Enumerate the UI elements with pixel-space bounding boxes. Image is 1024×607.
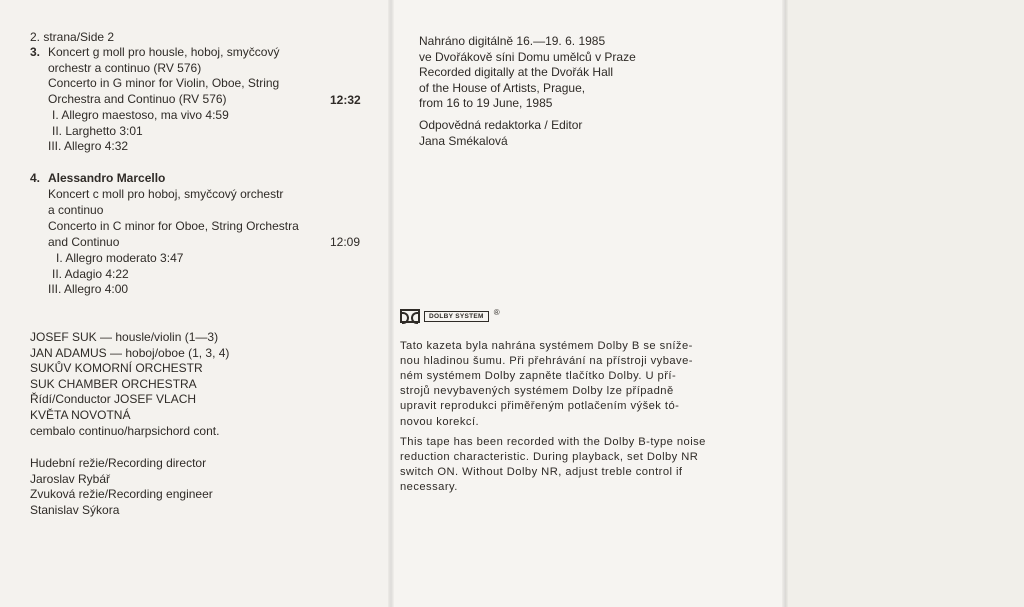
dolby-logo [400, 306, 500, 326]
performer-line: JAN ADAMUS — hoboj/oboe (1, 3, 4) [30, 345, 230, 360]
track-number: 4. [30, 171, 41, 185]
credit-line: Hudební režie/Recording director [30, 456, 207, 470]
recording-line: Nahráno digitálně 16.—19. 6. 1985 [419, 34, 606, 48]
dolby-double-d-icon [400, 309, 420, 323]
credit-line: Stanislav Sýkora [30, 502, 120, 517]
title-line: Concerto in C minor for Oboe, String Orchestra [48, 219, 299, 233]
title-line: and Continuo [48, 235, 120, 249]
note-line: strojů nevybavených systémem Dolby lze případně [400, 385, 674, 398]
title-line: Koncert g moll pro housle, hoboj, smyčcový [48, 45, 280, 59]
movement: III. Allegro 4:32 [48, 139, 129, 154]
fold-line [388, 0, 394, 607]
recording-line: from 16 to 19 June, 1985 [419, 96, 553, 111]
movement: I. Allegro moderato 3:47 [56, 251, 184, 265]
performer-line: SUK CHAMBER ORCHESTRA [30, 376, 197, 391]
performer-line: cembalo continuo/harpsichord cont. [30, 423, 220, 438]
movement: I. Allegro maestoso, ma vivo 4:59 [52, 108, 229, 122]
movement: III. Allegro 4:00 [48, 282, 129, 297]
performer-line: SUKŮV KOMORNÍ ORCHESTR [30, 361, 203, 376]
performer-line: JOSEF SUK — housle/violin (1—3) [30, 330, 219, 344]
credit-line: Zvuková režie/Recording engineer [30, 487, 213, 502]
credit-line: Jaroslav Rybář [30, 471, 111, 486]
movement: II. Adagio 4:22 [52, 266, 129, 281]
track-duration: 12:32 [330, 93, 361, 107]
dolby-system-label: DOLBY SYSTEM [424, 311, 489, 322]
note-line: nou hladinou šumu. Při přehrávání na přístroji vybave- [400, 355, 693, 368]
composer: Alessandro Marcello [48, 171, 166, 185]
editor-line: Odpovědná redaktorka / Editor [419, 118, 583, 132]
title-line: Orchestra and Continuo (RV 576) [48, 91, 227, 106]
note-line: reduction characteristic. During playback, set Dolby NR [400, 451, 699, 464]
track-number: 3. [30, 45, 41, 59]
note-line: This tape has been recorded with the Dolby B-type noise [400, 436, 706, 448]
movement: II. Larghetto 3:01 [52, 123, 143, 138]
editor-line: Jana Smékalová [419, 133, 508, 148]
note-line: novou korekcí. [400, 415, 480, 428]
right-panel [785, 0, 1024, 607]
recording-line: Recorded digitally at the Dvořák Hall [419, 65, 614, 80]
note-line: necessary. [400, 481, 458, 494]
title-line: Concerto in G minor for Violin, Oboe, String [48, 76, 280, 91]
title-line: Koncert c moll pro hoboj, smyčcový orchestr [48, 187, 284, 201]
track-duration: 12:09 [330, 235, 361, 249]
registered-mark: ® [493, 307, 500, 317]
fold-line [782, 0, 788, 607]
side-label: 2. strana/Side 2 [30, 30, 115, 44]
note-line: ném systémem Dolby zapněte tlačítko Dolby. U pří- [400, 370, 677, 383]
recording-line: of the House of Artists, Prague, [419, 80, 586, 95]
note-line: Tato kazeta byla nahrána systémem Dolby B se sníže- [400, 340, 693, 352]
recording-line: ve Dvořákově síni Domu umělců v Praze [419, 49, 636, 64]
title-line: orchestr a continuo (RV 576) [48, 60, 202, 75]
title-line: a continuo [48, 203, 104, 217]
performer-line: KVĚTA NOVOTNÁ [30, 408, 131, 422]
note-line: upravit reprodukci přiměřeným potlačením výšek tó- [400, 400, 680, 413]
performer-line: Řídí/Conductor JOSEF VLACH [30, 392, 197, 407]
note-line: switch ON. Without Dolby NR, adjust treble control if [400, 466, 683, 479]
